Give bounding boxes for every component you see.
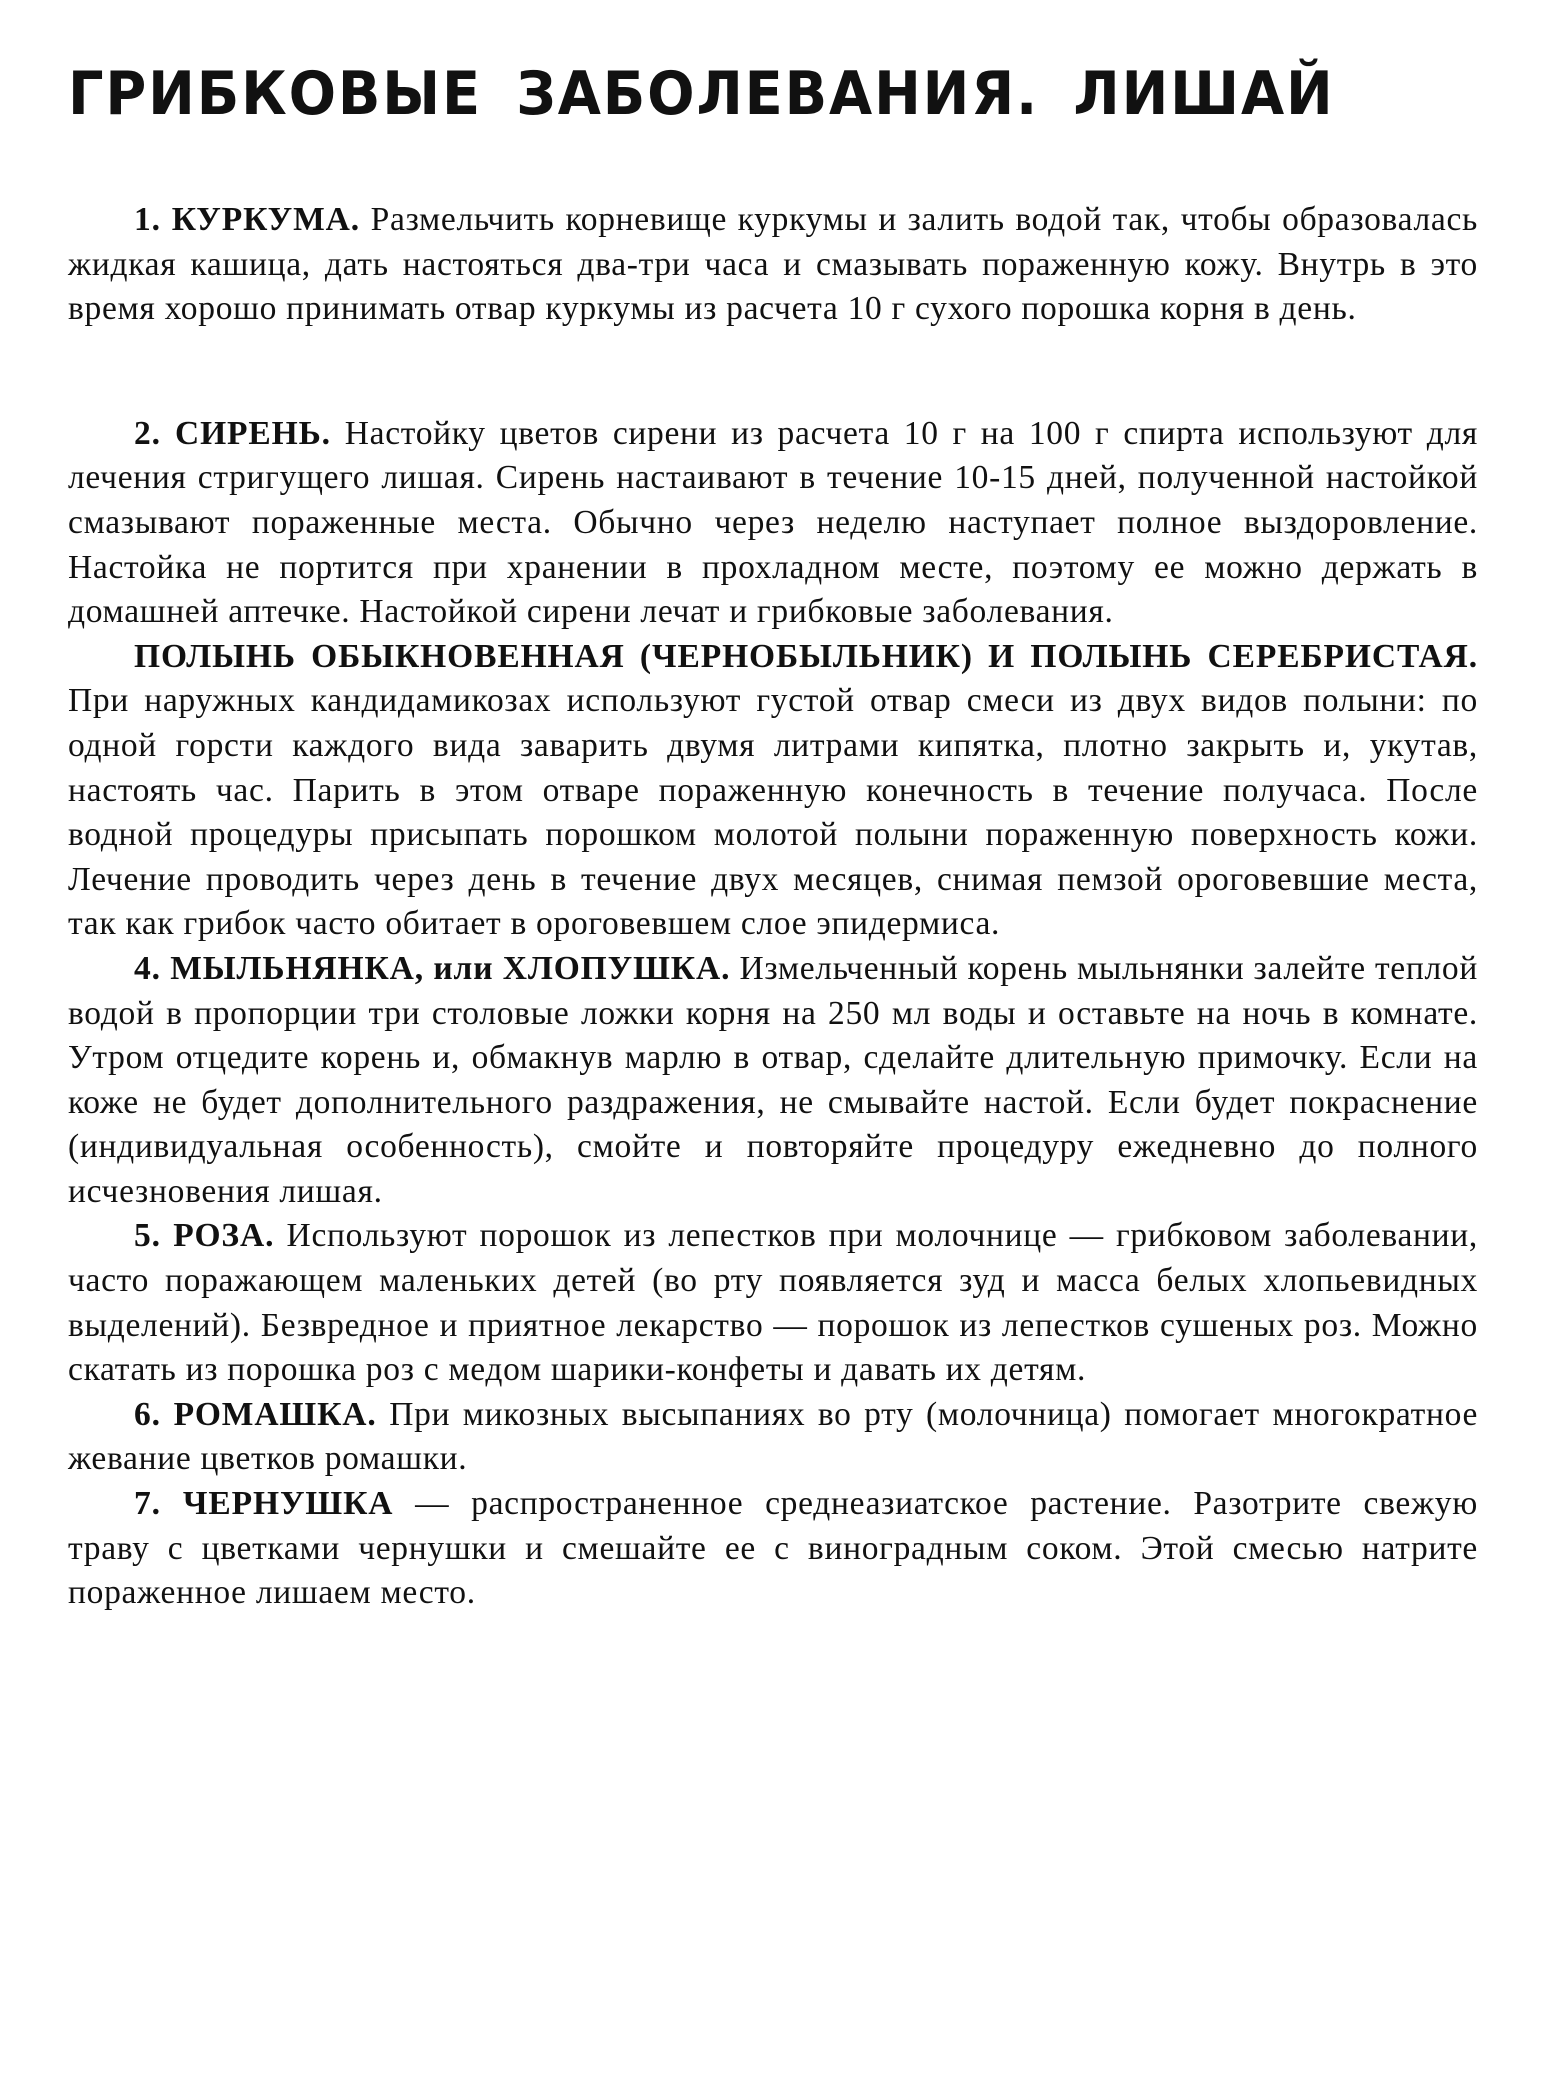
entry-heading: 7. ЧЕРНУШКА <box>134 1485 394 1523</box>
entry-text: Размельчить корневище куркумы и залить водой так, чтобы образовалась жидкая кашица, дать настояться два-три часа и смазывать пораженную кожу. Внутрь в это время хорошо принимать отвар куркумы из расчета 10 г сухого порошка корня в день. <box>68 201 1478 328</box>
entry-text: — распространенное среднеазиатское растение. Разотрите свежую траву с цветками чернушки и смешайте ее с виноградным соком. Этой смесью натрите пораженное лишаем место. <box>68 1485 1478 1612</box>
entry-heading: 5. РОЗА. <box>134 1217 275 1255</box>
entry-text: Настойку цветов сирени из расчета 10 г на 100 г спирта используют для лечения стригущего лишая. Сирень настаивают в течение 10-15 дней, полученной настойкой смазывают пораженные места. Обычно через неделю наступает полное выздоровление. Настойка не портится при хранении в прохладном месте, поэтому ее можно держать в домашней аптечке. Настойкой сирени лечат и грибковые заболевания. <box>68 414 1479 631</box>
entry-heading: ПОЛЫНЬ ОБЫКНОВЕННАЯ (ЧЕРНОБЫЛЬНИК) И ПОЛЫНЬ СЕРЕБРИСТАЯ. <box>134 637 1478 675</box>
entry-text: При микозных высыпаниях во рту (молочница) помогает многократное жевание цветков ромашки. <box>68 1395 1479 1478</box>
entry-text: При наружных кандидамикозах используют густой отвар смеси из двух видов полыни: по одной горсти каждого вида заварить двумя литрами кипятка, плотно закрыть и, укутав, настоять час. Парить в этом отваре пораженную конечность в течение получаса. После водной процедуры присыпать порошком молотой полыни пораженную поверхность кожи. Лечение проводить через день в течение двух месяцев, снимая пемзой ороговевшие места, так как грибок часто обитает в ороговевшем слое эпидермиса. <box>68 682 1478 943</box>
document-page <box>68 58 1478 1616</box>
entry-chernushka <box>68 1482 1478 1616</box>
page-title: ГРИБКОВЫЕ ЗАБОЛЕВАНИЯ. ЛИШАЙ <box>68 59 1335 129</box>
entry-text: Измельченный корень мыльнянки залейте теплой водой в пропорции три столовые ложки корня на 250 мл воды и оставьте на ночь в комнате. Утром отцедите корень и, обмакнув марлю в отвар, сделайте длительную примочку. Если на коже не будет дополнительного раздражения, не смывайте настой. Если будет покраснение (индивидуальная особенность), смойте и повторяйте процедуру ежедневно до полного исчезновения лишая. <box>68 949 1478 1210</box>
entry-heading: 4. МЫЛЬНЯНКА, или ХЛОПУШКА. <box>134 949 731 987</box>
entry-romashka <box>68 1393 1478 1482</box>
entry-text: Используют порошок из лепестков при молочнице — грибковом заболевании, часто поражающем маленьких детей (во рту появляется зуд и масса белых хлопьевидных выделений). Безвредное и приятное лекарство — порошок из лепестков сушеных роз. Можно скатать из порошка роз с медом шарики-конфеты и давать их детям. <box>68 1217 1478 1389</box>
entry-heading: 2. СИРЕНЬ. <box>134 414 331 452</box>
entry-heading: 1. КУРКУМА. <box>134 201 361 238</box>
entry-roza <box>68 1214 1478 1392</box>
entry-kurkuma <box>68 198 1478 332</box>
entry-heading: 6. РОМАШКА. <box>134 1395 377 1433</box>
entry-polyn <box>68 635 1478 947</box>
entry-mylnyanka <box>68 947 1478 1215</box>
entry-siren <box>68 412 1478 635</box>
